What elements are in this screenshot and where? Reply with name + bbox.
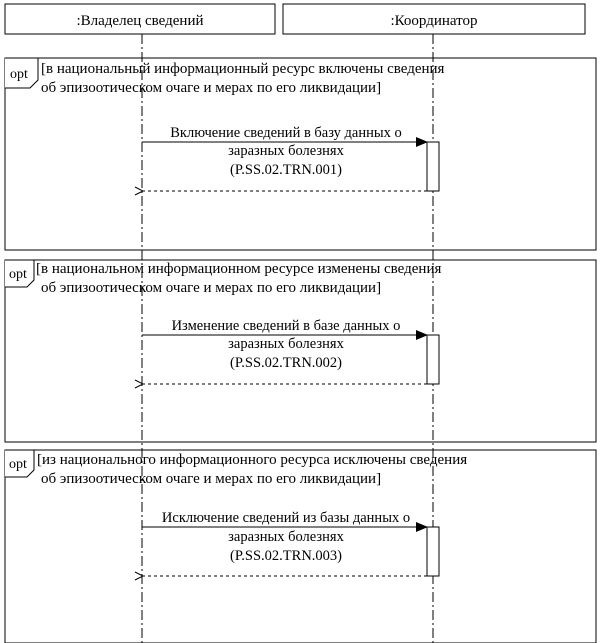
guard-line-1: [в национальном информационном ресурсе изменены сведения bbox=[36, 261, 442, 277]
activation-bar bbox=[427, 527, 439, 576]
guard-line-2: об эпизоотическом очаге и мерах по его ликвидации] bbox=[41, 80, 382, 96]
opt-fragment-2 bbox=[5, 260, 596, 442]
message-line-1: Включение сведений в базу данных о bbox=[170, 125, 402, 141]
guard-line-1: [в национальный информационный ресурс включены сведения bbox=[41, 61, 445, 77]
fragment-operator: opt bbox=[9, 457, 27, 472]
guard-line-2: об эпизоотическом очаге и мерах по его ликвидации] bbox=[41, 280, 382, 296]
fragment-operator: opt bbox=[9, 267, 27, 282]
participant-owner-label: :Владелец сведений bbox=[76, 13, 204, 29]
participant-coordinator bbox=[283, 4, 585, 34]
message-line-1: Исключение сведений из базы данных о bbox=[161, 510, 411, 526]
guard-line-1: [из национального информационного ресурса исключены сведения bbox=[37, 452, 468, 468]
message-line-3: (P.SS.02.TRN.003) bbox=[230, 548, 342, 564]
participant-coordinator-label: :Координатор bbox=[390, 13, 478, 29]
message-line-3: (P.SS.02.TRN.002) bbox=[230, 355, 342, 371]
activation-bar bbox=[427, 335, 439, 384]
message-line-2: заразных болезнях bbox=[228, 336, 344, 352]
opt-fragment-1 bbox=[5, 58, 596, 250]
fragment-operator: opt bbox=[10, 67, 28, 82]
participant-owner bbox=[5, 4, 275, 34]
message-line-3: (P.SS.02.TRN.001) bbox=[230, 162, 342, 178]
activation-bar bbox=[427, 142, 439, 191]
opt-fragment-3 bbox=[5, 450, 596, 643]
message-line-2: заразных болезнях bbox=[228, 529, 344, 545]
message-line-1: Изменение сведений в базе данных о bbox=[171, 318, 401, 334]
guard-line-2: об эпизоотическом очаге и мерах по его ликвидации] bbox=[41, 471, 382, 487]
message-line-2: заразных болезнях bbox=[228, 143, 344, 159]
